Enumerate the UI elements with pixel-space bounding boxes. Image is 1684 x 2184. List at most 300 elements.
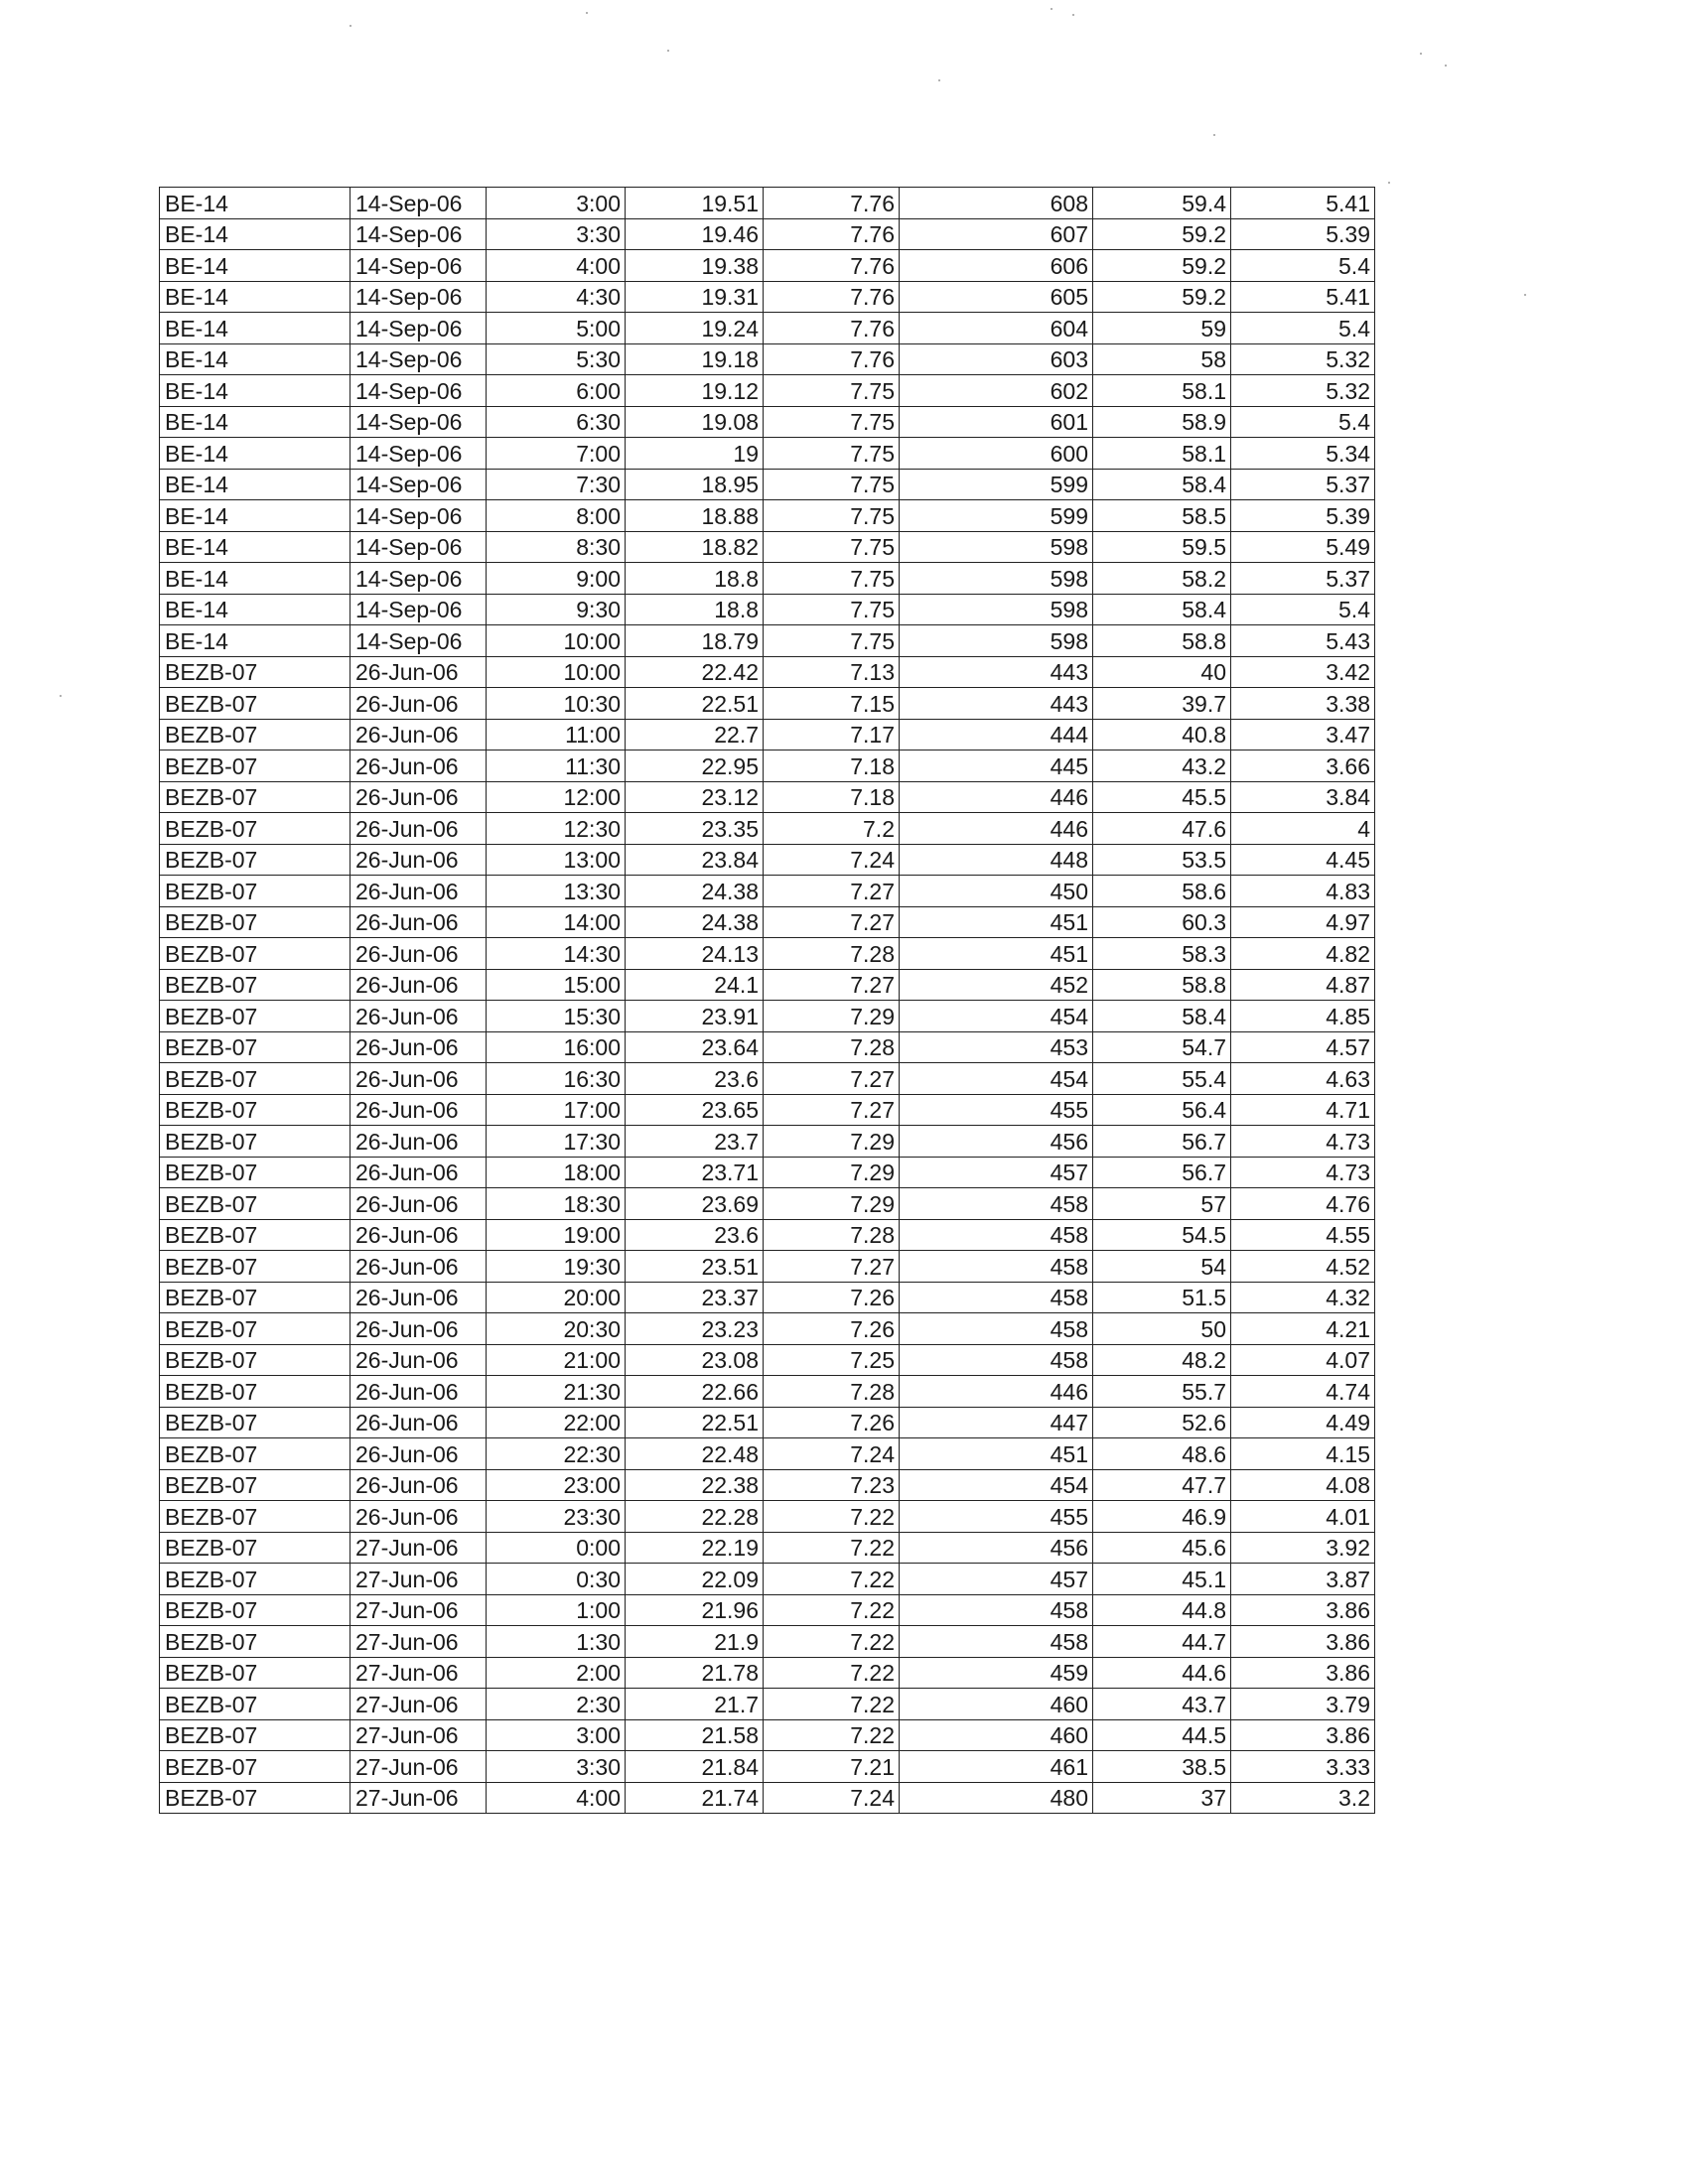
cell-do-percent: 47.6: [1093, 813, 1231, 845]
cell-conductance: 456: [900, 1532, 1093, 1564]
cell-date: 26-Jun-06: [351, 1126, 487, 1158]
cell-ph: 7.76: [764, 343, 900, 375]
cell-ph: 7.75: [764, 438, 900, 470]
cell-location: BEZB-07: [160, 1564, 351, 1595]
cell-do-mgl: 3.2: [1231, 1782, 1375, 1814]
cell-conductance: 460: [900, 1689, 1093, 1720]
cell-location: BEZB-07: [160, 1219, 351, 1251]
cell-temp: 19.38: [626, 250, 764, 282]
cell-date: 26-Jun-06: [351, 751, 487, 782]
cell-date: 14-Sep-06: [351, 594, 487, 625]
table-row: [160, 1313, 1375, 1345]
cell-temp: 21.58: [626, 1719, 764, 1751]
cell-date: 26-Jun-06: [351, 1344, 487, 1376]
table-row: [160, 1188, 1375, 1220]
cell-do-percent: 43.2: [1093, 751, 1231, 782]
cell-location: BEZB-07: [160, 876, 351, 907]
cell-ph: 7.75: [764, 375, 900, 407]
cell-date: 14-Sep-06: [351, 438, 487, 470]
cell-ph: 7.24: [764, 1438, 900, 1470]
cell-temp: 22.38: [626, 1469, 764, 1501]
cell-do-mgl: 5.41: [1231, 281, 1375, 313]
cell-date: 26-Jun-06: [351, 844, 487, 876]
table-row: [160, 500, 1375, 532]
cell-time: 20:00: [487, 1282, 626, 1313]
cell-time: 18:30: [487, 1188, 626, 1220]
cell-do-mgl: 4.21: [1231, 1313, 1375, 1345]
cell-do-mgl: 4.85: [1231, 1001, 1375, 1032]
cell-time: 23:30: [487, 1501, 626, 1533]
cell-conductance: 480: [900, 1782, 1093, 1814]
cell-ph: 7.27: [764, 876, 900, 907]
cell-time: 18:00: [487, 1157, 626, 1188]
table-row: [160, 1282, 1375, 1313]
cell-location: BE-14: [160, 313, 351, 344]
cell-location: BEZB-07: [160, 938, 351, 970]
cell-date: 26-Jun-06: [351, 969, 487, 1001]
cell-temp: 19.12: [626, 375, 764, 407]
cell-do-percent: 58.9: [1093, 406, 1231, 438]
cell-date: 26-Jun-06: [351, 876, 487, 907]
cell-conductance: 446: [900, 1376, 1093, 1408]
cell-do-percent: 53.5: [1093, 844, 1231, 876]
cell-time: 3:00: [487, 1719, 626, 1751]
table-row: [160, 1251, 1375, 1283]
cell-conductance: 459: [900, 1657, 1093, 1689]
cell-date: 14-Sep-06: [351, 375, 487, 407]
cell-time: 12:00: [487, 781, 626, 813]
cell-time: 1:00: [487, 1594, 626, 1626]
table-row: [160, 1376, 1375, 1408]
cell-temp: 22.51: [626, 1407, 764, 1438]
cell-date: 14-Sep-06: [351, 218, 487, 250]
cell-do-mgl: 4.82: [1231, 938, 1375, 970]
cell-temp: 23.71: [626, 1157, 764, 1188]
cell-conductance: 451: [900, 906, 1093, 938]
cell-ph: 7.22: [764, 1501, 900, 1533]
cell-date: 14-Sep-06: [351, 281, 487, 313]
cell-do-mgl: 4.52: [1231, 1251, 1375, 1283]
cell-location: BEZB-07: [160, 1001, 351, 1032]
cell-do-mgl: 3.79: [1231, 1689, 1375, 1720]
cell-temp: 22.09: [626, 1564, 764, 1595]
cell-location: BE-14: [160, 281, 351, 313]
cell-do-mgl: 4.73: [1231, 1126, 1375, 1158]
cell-temp: 18.8: [626, 563, 764, 595]
table-row: [160, 1564, 1375, 1595]
cell-do-mgl: 5.32: [1231, 343, 1375, 375]
cell-temp: 21.78: [626, 1657, 764, 1689]
cell-ph: 7.28: [764, 938, 900, 970]
cell-location: BE-14: [160, 250, 351, 282]
cell-ph: 7.15: [764, 688, 900, 720]
cell-ph: 7.29: [764, 1188, 900, 1220]
cell-conductance: 455: [900, 1501, 1093, 1533]
cell-location: BEZB-07: [160, 906, 351, 938]
cell-conductance: 604: [900, 313, 1093, 344]
cell-date: 26-Jun-06: [351, 1313, 487, 1345]
cell-date: 26-Jun-06: [351, 781, 487, 813]
cell-location: BEZB-07: [160, 719, 351, 751]
cell-date: 14-Sep-06: [351, 531, 487, 563]
table-row: [160, 343, 1375, 375]
table-row: [160, 1657, 1375, 1689]
table-body: [160, 188, 1375, 1814]
cell-temp: 23.35: [626, 813, 764, 845]
cell-ph: 7.76: [764, 250, 900, 282]
cell-do-percent: 54: [1093, 1251, 1231, 1283]
cell-do-mgl: 4.87: [1231, 969, 1375, 1001]
cell-date: 26-Jun-06: [351, 1031, 487, 1063]
cell-temp: 21.74: [626, 1782, 764, 1814]
cell-do-mgl: 3.87: [1231, 1564, 1375, 1595]
cell-do-percent: 56.7: [1093, 1157, 1231, 1188]
cell-time: 11:00: [487, 719, 626, 751]
cell-location: BE-14: [160, 469, 351, 500]
cell-ph: 7.18: [764, 751, 900, 782]
cell-do-mgl: 3.84: [1231, 781, 1375, 813]
table-row: [160, 1501, 1375, 1533]
cell-date: 26-Jun-06: [351, 1251, 487, 1283]
cell-date: 14-Sep-06: [351, 188, 487, 219]
cell-do-percent: 56.4: [1093, 1094, 1231, 1126]
cell-temp: 23.6: [626, 1063, 764, 1095]
cell-conductance: 460: [900, 1719, 1093, 1751]
cell-temp: 21.9: [626, 1626, 764, 1658]
cell-date: 26-Jun-06: [351, 1407, 487, 1438]
cell-do-percent: 55.7: [1093, 1376, 1231, 1408]
cell-do-percent: 48.2: [1093, 1344, 1231, 1376]
cell-temp: 23.6: [626, 1219, 764, 1251]
table-row: [160, 719, 1375, 751]
cell-time: 2:30: [487, 1689, 626, 1720]
cell-time: 9:30: [487, 594, 626, 625]
cell-location: BE-14: [160, 406, 351, 438]
cell-date: 26-Jun-06: [351, 1063, 487, 1095]
cell-do-mgl: 5.4: [1231, 250, 1375, 282]
cell-conductance: 602: [900, 375, 1093, 407]
cell-temp: 22.48: [626, 1438, 764, 1470]
scan-speck: [1388, 182, 1390, 184]
cell-time: 1:30: [487, 1626, 626, 1658]
cell-do-mgl: 3.47: [1231, 719, 1375, 751]
cell-temp: 22.66: [626, 1376, 764, 1408]
cell-do-mgl: 5.34: [1231, 438, 1375, 470]
cell-do-percent: 58.6: [1093, 876, 1231, 907]
cell-do-mgl: 5.32: [1231, 375, 1375, 407]
cell-location: BEZB-07: [160, 1501, 351, 1533]
cell-temp: 19.18: [626, 343, 764, 375]
cell-time: 17:30: [487, 1126, 626, 1158]
cell-ph: 7.29: [764, 1001, 900, 1032]
cell-ph: 7.22: [764, 1657, 900, 1689]
cell-do-percent: 58.4: [1093, 469, 1231, 500]
cell-do-percent: 51.5: [1093, 1282, 1231, 1313]
cell-location: BEZB-07: [160, 751, 351, 782]
cell-location: BE-14: [160, 343, 351, 375]
cell-ph: 7.27: [764, 1094, 900, 1126]
cell-temp: 23.91: [626, 1001, 764, 1032]
cell-ph: 7.28: [764, 1376, 900, 1408]
cell-do-percent: 57: [1093, 1188, 1231, 1220]
cell-date: 27-Jun-06: [351, 1564, 487, 1595]
cell-do-percent: 60.3: [1093, 906, 1231, 938]
cell-ph: 7.23: [764, 1469, 900, 1501]
cell-time: 7:00: [487, 438, 626, 470]
cell-conductance: 458: [900, 1219, 1093, 1251]
cell-do-percent: 44.6: [1093, 1657, 1231, 1689]
cell-temp: 19.31: [626, 281, 764, 313]
cell-location: BE-14: [160, 438, 351, 470]
cell-do-percent: 40.8: [1093, 719, 1231, 751]
cell-conductance: 599: [900, 469, 1093, 500]
cell-conductance: 454: [900, 1469, 1093, 1501]
cell-date: 27-Jun-06: [351, 1594, 487, 1626]
cell-date: 14-Sep-06: [351, 250, 487, 282]
cell-ph: 7.27: [764, 1251, 900, 1283]
cell-time: 22:00: [487, 1407, 626, 1438]
cell-ph: 7.27: [764, 906, 900, 938]
cell-ph: 7.27: [764, 1063, 900, 1095]
table-row: [160, 1532, 1375, 1564]
cell-date: 26-Jun-06: [351, 656, 487, 688]
cell-conductance: 454: [900, 1063, 1093, 1095]
cell-conductance: 598: [900, 531, 1093, 563]
cell-location: BEZB-07: [160, 1188, 351, 1220]
cell-date: 26-Jun-06: [351, 1282, 487, 1313]
cell-do-mgl: 4.74: [1231, 1376, 1375, 1408]
cell-do-mgl: 3.86: [1231, 1594, 1375, 1626]
cell-conductance: 447: [900, 1407, 1093, 1438]
table-row: [160, 1031, 1375, 1063]
cell-do-percent: 45.5: [1093, 781, 1231, 813]
cell-conductance: 454: [900, 1001, 1093, 1032]
cell-do-percent: 59.4: [1093, 188, 1231, 219]
cell-do-percent: 59.2: [1093, 281, 1231, 313]
cell-do-mgl: 5.39: [1231, 500, 1375, 532]
cell-conductance: 458: [900, 1594, 1093, 1626]
cell-location: BEZB-07: [160, 1344, 351, 1376]
cell-conductance: 458: [900, 1188, 1093, 1220]
table-row: [160, 469, 1375, 500]
cell-ph: 7.27: [764, 969, 900, 1001]
cell-conductance: 608: [900, 188, 1093, 219]
cell-do-percent: 50: [1093, 1313, 1231, 1345]
cell-conductance: 446: [900, 813, 1093, 845]
cell-time: 14:30: [487, 938, 626, 970]
cell-do-percent: 44.8: [1093, 1594, 1231, 1626]
cell-location: BEZB-07: [160, 844, 351, 876]
cell-location: BE-14: [160, 500, 351, 532]
cell-conductance: 607: [900, 218, 1093, 250]
cell-location: BE-14: [160, 188, 351, 219]
cell-time: 4:00: [487, 250, 626, 282]
scan-speck: [1445, 65, 1447, 67]
cell-do-mgl: 4.83: [1231, 876, 1375, 907]
cell-date: 27-Jun-06: [351, 1657, 487, 1689]
cell-date: 26-Jun-06: [351, 1219, 487, 1251]
cell-ph: 7.21: [764, 1751, 900, 1783]
cell-time: 2:00: [487, 1657, 626, 1689]
cell-conductance: 599: [900, 500, 1093, 532]
cell-temp: 23.64: [626, 1031, 764, 1063]
cell-time: 0:00: [487, 1532, 626, 1564]
cell-conductance: 456: [900, 1126, 1093, 1158]
cell-location: BEZB-07: [160, 1157, 351, 1188]
cell-temp: 18.8: [626, 594, 764, 625]
cell-do-percent: 38.5: [1093, 1751, 1231, 1783]
cell-ph: 7.29: [764, 1157, 900, 1188]
table-row: [160, 1626, 1375, 1658]
cell-time: 4:00: [487, 1782, 626, 1814]
cell-do-percent: 59: [1093, 313, 1231, 344]
cell-temp: 22.42: [626, 656, 764, 688]
cell-do-mgl: 3.33: [1231, 1751, 1375, 1783]
cell-ph: 7.75: [764, 406, 900, 438]
cell-time: 12:30: [487, 813, 626, 845]
table-row: [160, 906, 1375, 938]
cell-temp: 19.51: [626, 188, 764, 219]
scan-speck: [938, 79, 940, 81]
table-row: [160, 781, 1375, 813]
cell-do-mgl: 5.37: [1231, 469, 1375, 500]
cell-date: 14-Sep-06: [351, 500, 487, 532]
cell-time: 3:30: [487, 218, 626, 250]
cell-location: BEZB-07: [160, 656, 351, 688]
cell-ph: 7.76: [764, 218, 900, 250]
cell-location: BEZB-07: [160, 813, 351, 845]
table-row: [160, 844, 1375, 876]
cell-do-mgl: 3.86: [1231, 1626, 1375, 1658]
cell-location: BEZB-07: [160, 1626, 351, 1658]
cell-do-percent: 43.7: [1093, 1689, 1231, 1720]
cell-ph: 7.75: [764, 531, 900, 563]
cell-location: BEZB-07: [160, 1251, 351, 1283]
cell-time: 17:00: [487, 1094, 626, 1126]
cell-location: BE-14: [160, 594, 351, 625]
cell-do-percent: 58.1: [1093, 438, 1231, 470]
table-row: [160, 406, 1375, 438]
cell-do-mgl: 4.97: [1231, 906, 1375, 938]
table-row: [160, 313, 1375, 344]
cell-location: BEZB-07: [160, 1282, 351, 1313]
table-row: [160, 625, 1375, 657]
cell-time: 9:00: [487, 563, 626, 595]
cell-do-mgl: 5.41: [1231, 188, 1375, 219]
cell-do-mgl: 4.07: [1231, 1344, 1375, 1376]
cell-do-mgl: 3.92: [1231, 1532, 1375, 1564]
cell-time: 7:30: [487, 469, 626, 500]
table-row: [160, 375, 1375, 407]
cell-date: 14-Sep-06: [351, 625, 487, 657]
cell-time: 11:30: [487, 751, 626, 782]
cell-do-mgl: 4.01: [1231, 1501, 1375, 1533]
table-row: [160, 1594, 1375, 1626]
cell-temp: 23.65: [626, 1094, 764, 1126]
scan-speck: [350, 25, 351, 27]
cell-time: 5:00: [487, 313, 626, 344]
table-row: [160, 1689, 1375, 1720]
cell-temp: 24.38: [626, 906, 764, 938]
table-row: [160, 1063, 1375, 1095]
cell-do-mgl: 4.15: [1231, 1438, 1375, 1470]
cell-time: 0:30: [487, 1564, 626, 1595]
cell-temp: 21.96: [626, 1594, 764, 1626]
cell-time: 8:00: [487, 500, 626, 532]
table-row: [160, 1407, 1375, 1438]
cell-conductance: 600: [900, 438, 1093, 470]
table-row: [160, 751, 1375, 782]
cell-do-mgl: 5.37: [1231, 563, 1375, 595]
cell-time: 20:30: [487, 1313, 626, 1345]
cell-do-percent: 48.6: [1093, 1438, 1231, 1470]
cell-ph: 7.22: [764, 1626, 900, 1658]
cell-conductance: 461: [900, 1751, 1093, 1783]
cell-conductance: 606: [900, 250, 1093, 282]
cell-time: 5:30: [487, 343, 626, 375]
table-row: [160, 218, 1375, 250]
cell-location: BE-14: [160, 375, 351, 407]
cell-temp: 23.37: [626, 1282, 764, 1313]
table-row: [160, 688, 1375, 720]
cell-do-percent: 58.4: [1093, 1001, 1231, 1032]
cell-do-percent: 58.8: [1093, 969, 1231, 1001]
cell-conductance: 451: [900, 938, 1093, 970]
cell-time: 14:00: [487, 906, 626, 938]
table-row: [160, 1469, 1375, 1501]
cell-location: BEZB-07: [160, 781, 351, 813]
cell-do-mgl: 3.86: [1231, 1657, 1375, 1689]
cell-ph: 7.75: [764, 625, 900, 657]
cell-temp: 18.82: [626, 531, 764, 563]
cell-do-mgl: 4.73: [1231, 1157, 1375, 1188]
cell-temp: 19.08: [626, 406, 764, 438]
cell-do-mgl: 4.76: [1231, 1188, 1375, 1220]
cell-time: 10:00: [487, 656, 626, 688]
cell-do-percent: 54.7: [1093, 1031, 1231, 1063]
cell-conductance: 603: [900, 343, 1093, 375]
cell-date: 26-Jun-06: [351, 1157, 487, 1188]
cell-date: 27-Jun-06: [351, 1782, 487, 1814]
cell-do-mgl: 4.71: [1231, 1094, 1375, 1126]
cell-temp: 22.28: [626, 1501, 764, 1533]
cell-date: 27-Jun-06: [351, 1626, 487, 1658]
cell-date: 14-Sep-06: [351, 563, 487, 595]
table-row: [160, 656, 1375, 688]
cell-ph: 7.24: [764, 1782, 900, 1814]
table-row: [160, 1782, 1375, 1814]
cell-temp: 23.7: [626, 1126, 764, 1158]
cell-temp: 23.69: [626, 1188, 764, 1220]
cell-location: BEZB-07: [160, 1719, 351, 1751]
cell-temp: 18.79: [626, 625, 764, 657]
cell-conductance: 458: [900, 1313, 1093, 1345]
cell-temp: 22.95: [626, 751, 764, 782]
cell-conductance: 445: [900, 751, 1093, 782]
cell-conductance: 598: [900, 594, 1093, 625]
cell-date: 26-Jun-06: [351, 1376, 487, 1408]
cell-temp: 24.13: [626, 938, 764, 970]
cell-temp: 19.24: [626, 313, 764, 344]
cell-time: 15:30: [487, 1001, 626, 1032]
table-row: [160, 531, 1375, 563]
cell-temp: 23.51: [626, 1251, 764, 1283]
cell-date: 26-Jun-06: [351, 1188, 487, 1220]
cell-temp: 19: [626, 438, 764, 470]
cell-do-percent: 37: [1093, 1782, 1231, 1814]
cell-temp: 19.46: [626, 218, 764, 250]
cell-time: 10:30: [487, 688, 626, 720]
